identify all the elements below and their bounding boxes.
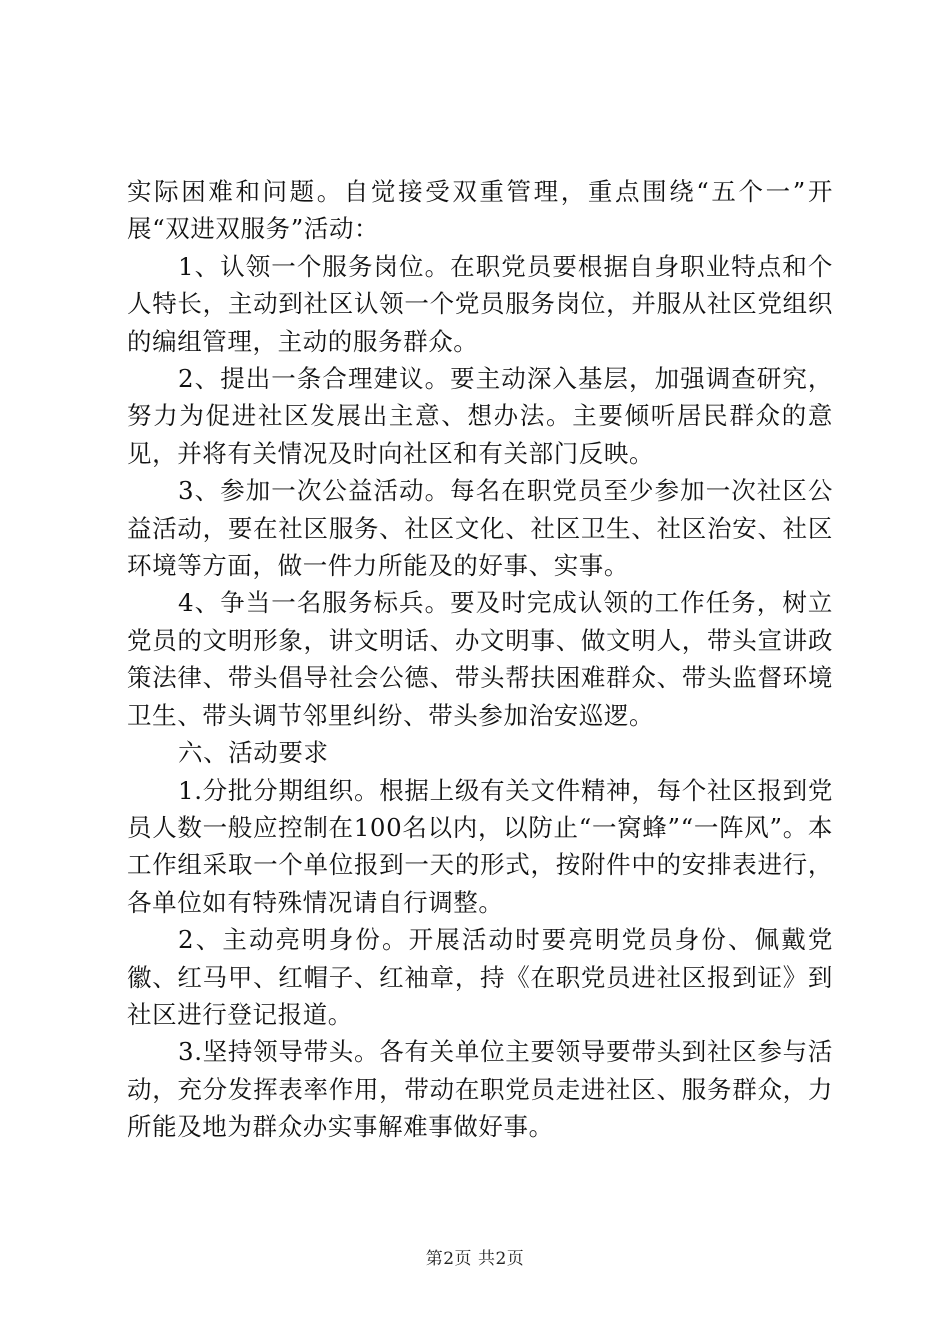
paragraph-continuation: 实际困难和问题。自觉接受双重管理，重点围绕“五个一”开展“双进双服务”活动： <box>127 177 833 244</box>
paragraph-item-4: 4、争当一名服务标兵。要及时完成认领的工作任务，树立党员的文明形象，讲文明话、办文明事、做文明人，带头宣讲政策法律、带头倡导社会公德、带头帮扶困难群众、带头监督环境卫生、带头调节邻里纠纷、带头参加治安巡逻。 <box>127 588 833 730</box>
page-number-label: 第2页 共2页 <box>425 1249 525 1269</box>
page-footer <box>0 1244 950 1269</box>
section-heading-requirements: 六、活动要求 <box>178 738 329 768</box>
paragraph-requirement-3: 3.坚持领导带头。各有关单位主要领导要带头到社区参与活动，充分发挥表率作用，带动在职党员走进社区、服务群众，力所能及地为群众办实事解难事做好事。 <box>127 1037 833 1142</box>
paragraph-item-2: 2、提出一条合理建议。要主动深入基层，加强调查研究，努力为促进社区发展出主意、想办法。主要倾听居民群众的意见，并将有关情况及时向社区和有关部门反映。 <box>127 364 833 468</box>
document-body <box>127 173 833 1146</box>
paragraph-item-1: 1、认领一个服务岗位。在职党员要根据自身职业特点和个人特长，主动到社区认领一个党员服务岗位，并服从社区党组织的编组管理，主动的服务群众。 <box>127 251 833 356</box>
paragraph-item-3: 3、参加一次公益活动。每名在职党员至少参加一次社区公益活动，要在社区服务、社区文化、社区卫生、社区治安、社区环境等方面，做一件力所能及的好事、实事。 <box>127 476 833 581</box>
paragraph-requirement-2: 2、主动亮明身份。开展活动时要亮明党员身份、佩戴党徽、红马甲、红帽子、红袖章，持《在职党员进社区报到证》到社区进行登记报道。 <box>127 925 833 1029</box>
paragraph-requirement-1: 1.分批分期组织。根据上级有关文件精神，每个社区报到党员人数一般应控制在100名以内，以防止“一窝蜂”“一阵风”。本工作组采取一个单位报到一天的形式，按附件中的安排表进行，各单位如有特殊情况请自行调整。 <box>127 775 833 917</box>
